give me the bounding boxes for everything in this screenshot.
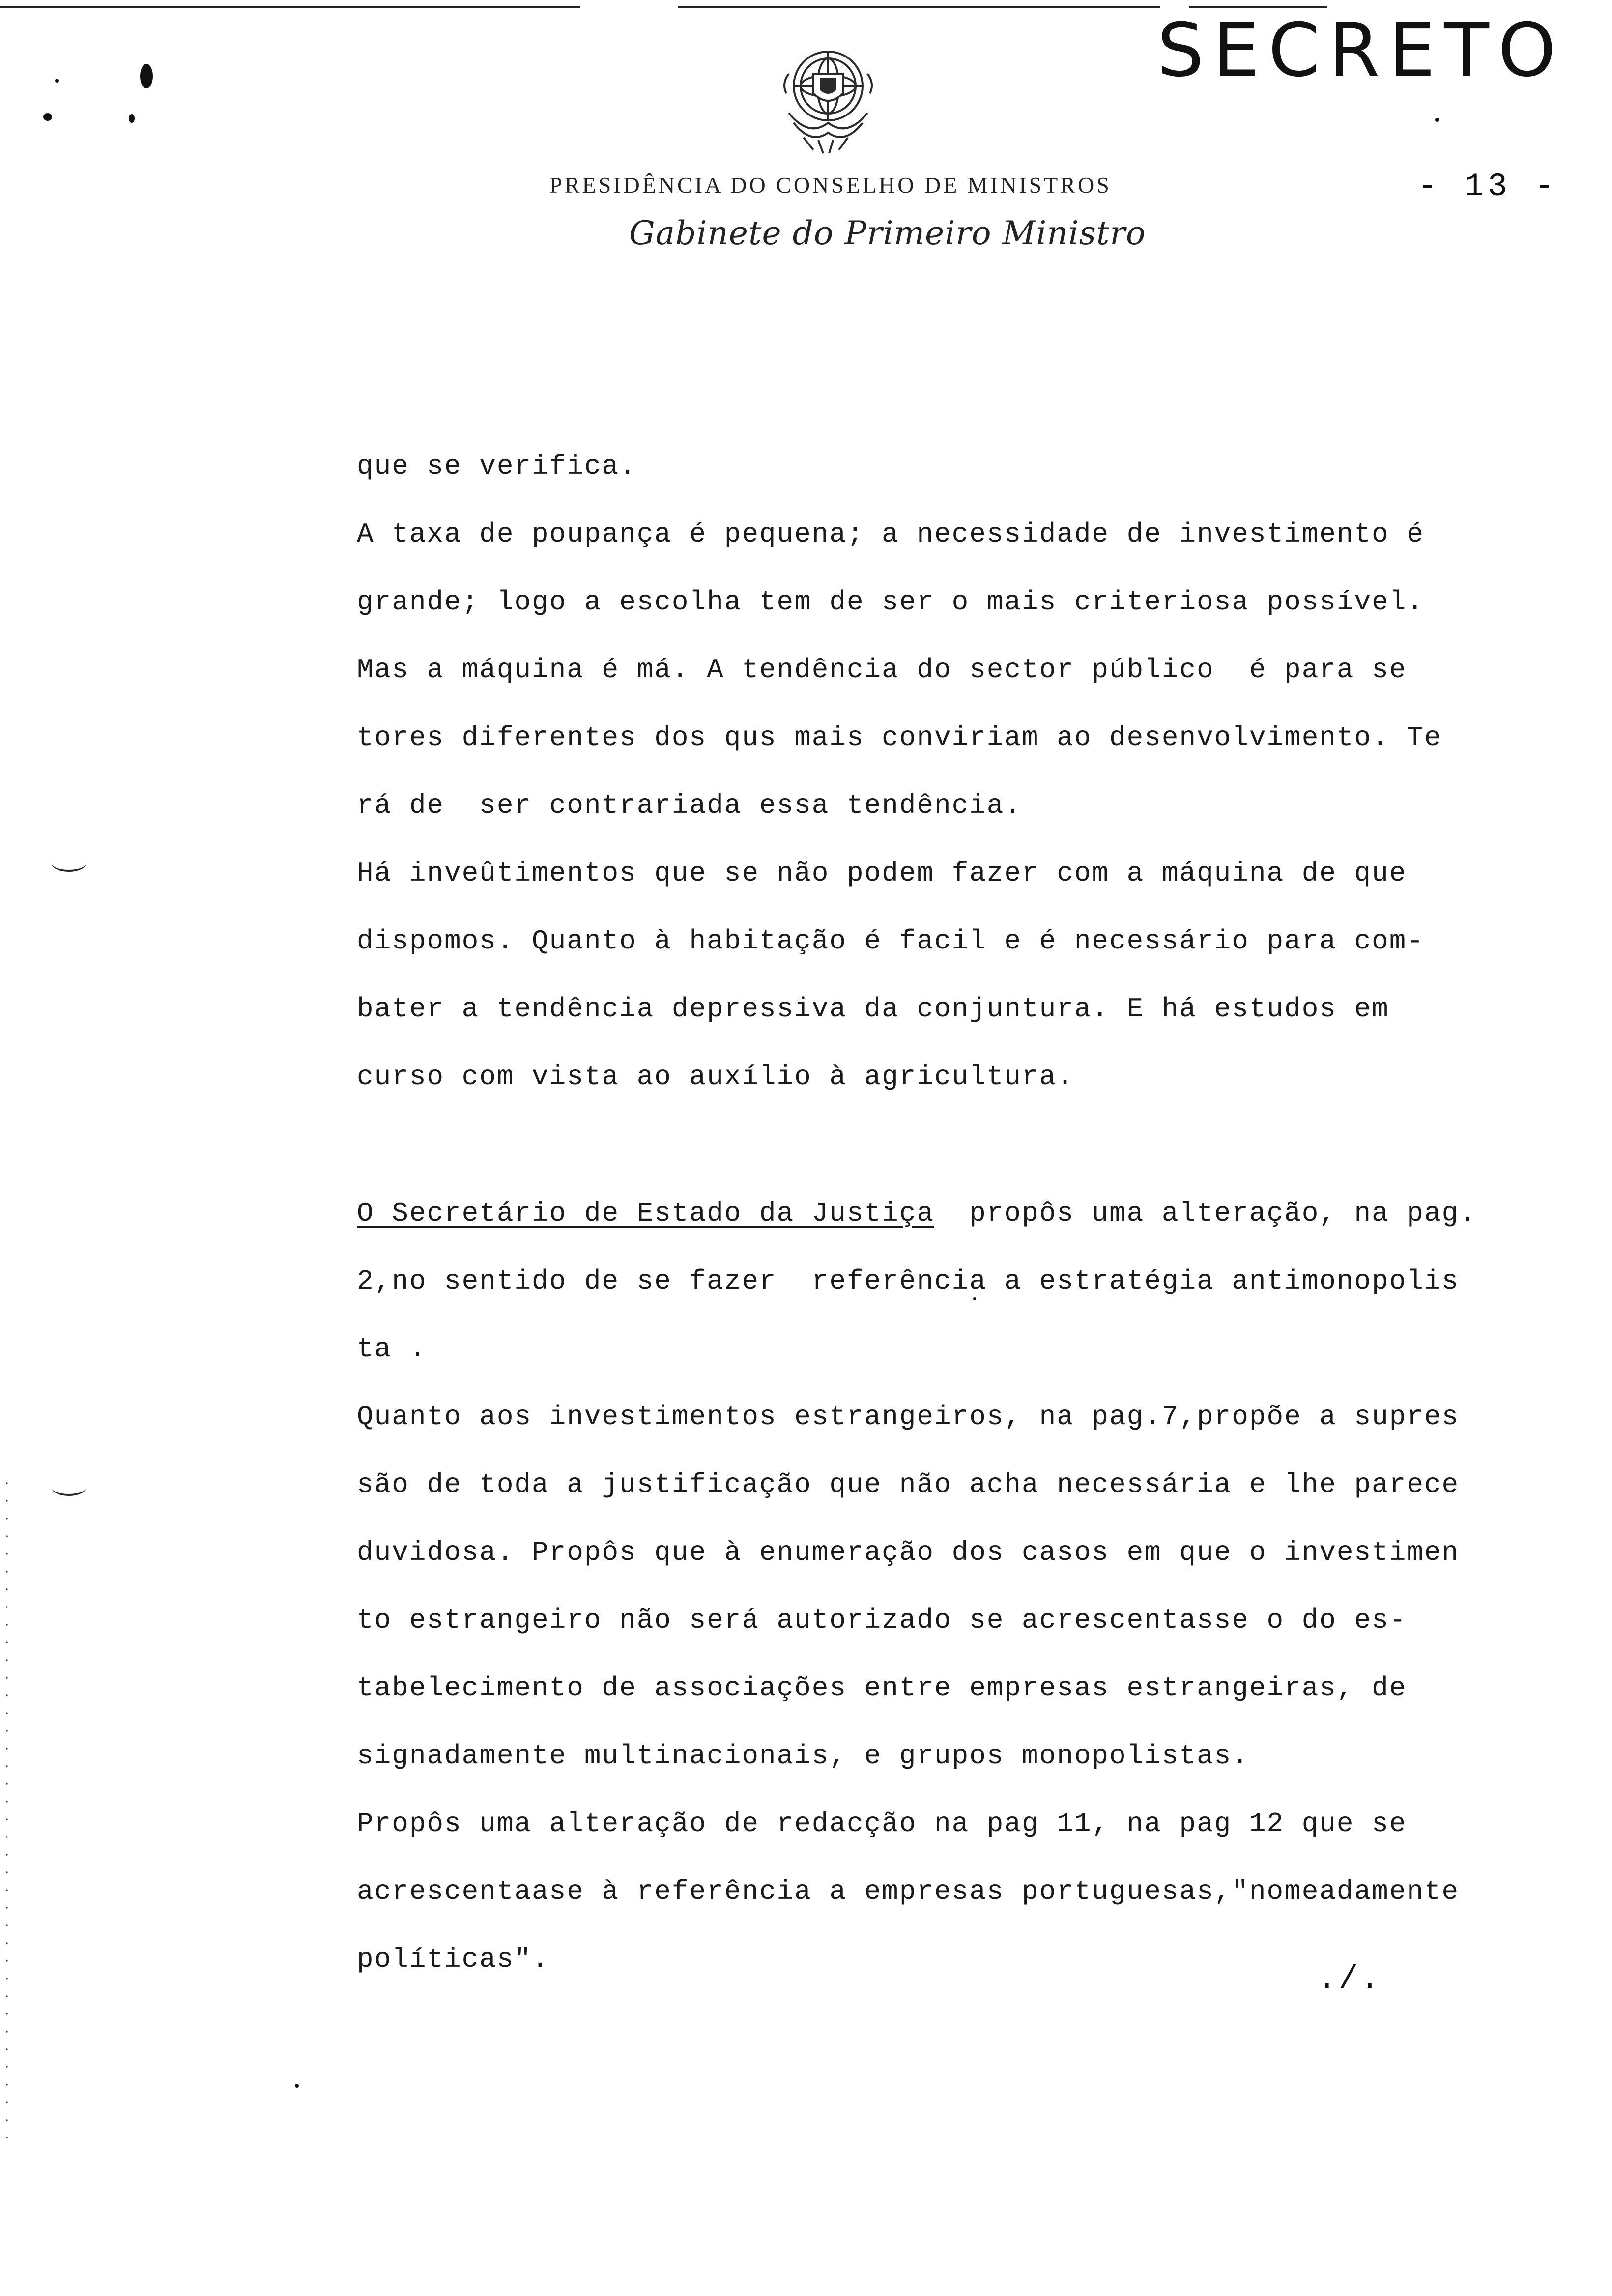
scan-speck (129, 114, 135, 123)
text-line: grande; logo a escolha tem de ser o mais criteriosa possível. (357, 586, 1424, 618)
classification-stamp: SECRETO (1157, 8, 1565, 93)
page-number: - 13 - (1417, 168, 1558, 205)
office-subtitle: Gabinete do Primeiro Ministro (629, 214, 1146, 252)
coat-of-arms-icon (774, 39, 882, 157)
scan-top-rule (0, 6, 580, 8)
text-line: são de toda a justificação que não acha necessária e lhe parece (357, 1469, 1460, 1500)
text-line: Quanto aos investimentos estrangeiros, na pag.7,propõe a supres (357, 1401, 1460, 1433)
scan-speck (43, 113, 52, 121)
scan-margin-mark (52, 855, 86, 872)
text-line: dispomos. Quanto à habitação é facil e é necessário para com- (357, 925, 1424, 957)
speaker-name: O Secretário de Estado da Justiça (357, 1198, 934, 1229)
scan-speck (1435, 118, 1439, 122)
text-line: Propôs uma alteração de redacção na pag 11, na pag 12 que se (357, 1808, 1407, 1839)
text-line: Há inveûtimentos que se não podem fazer com a máquina de que (357, 858, 1407, 889)
scan-margin-dots (6, 1474, 8, 2138)
text-line: rá de ser contrariada essa tendência. (357, 790, 1022, 821)
text-line: signadamente multinacionais, e grupos monopolistas. (357, 1740, 1249, 1772)
text-line: acrescentaase à referência a empresas portuguesas,"nomeadamente (357, 1876, 1460, 1907)
text-line: que se verifica. (357, 451, 637, 482)
paragraph-2 (357, 1179, 1517, 1993)
text-line: Mas a máquina é má. A tendência do sector público é para se (357, 654, 1407, 686)
text-line: A taxa de poupança é pequena; a necessidade de investimento é (357, 518, 1424, 550)
scan-top-rule (678, 6, 1160, 8)
text-line: ta . (357, 1333, 427, 1365)
scan-speck (55, 79, 59, 83)
text-line: políticas". (357, 1944, 549, 1975)
text-line (357, 1179, 1517, 1247)
text-line: curso com vista ao auxílio à agricultura. (357, 1061, 1074, 1092)
paragraph-spacer (357, 1111, 1517, 1179)
text-line: duvidosa. Propôs que à enumeração dos casos em que o investimen (357, 1537, 1460, 1568)
document-body (357, 432, 1517, 1993)
text-line: to estrangeiro não será autorizado se acrescentasse o do es- (357, 1605, 1407, 1636)
paragraph-1 (357, 432, 1517, 1111)
scan-speck (140, 64, 153, 88)
scan-margin-mark (52, 1479, 86, 1496)
text-line-rest: propôs uma alteração, na pag. (934, 1198, 1477, 1229)
scan-speck (295, 2084, 299, 2088)
text-line: 2,no sentido de se fazer referência a estratégia antimonopolis (357, 1265, 1460, 1297)
text-line: bater a tendência depressiva da conjuntura. E há estudos em (357, 993, 1389, 1025)
text-line: tabelecimento de associações entre empresas estrangeiras, de (357, 1672, 1407, 1704)
ministry-title: PRESIDÊNCIA DO CONSELHO DE MINISTROS (549, 172, 1112, 198)
continuation-mark: ./. (1317, 1961, 1382, 1998)
text-line: tores diferentes dos qus mais conviriam ao desenvolvimento. Te (357, 722, 1442, 753)
